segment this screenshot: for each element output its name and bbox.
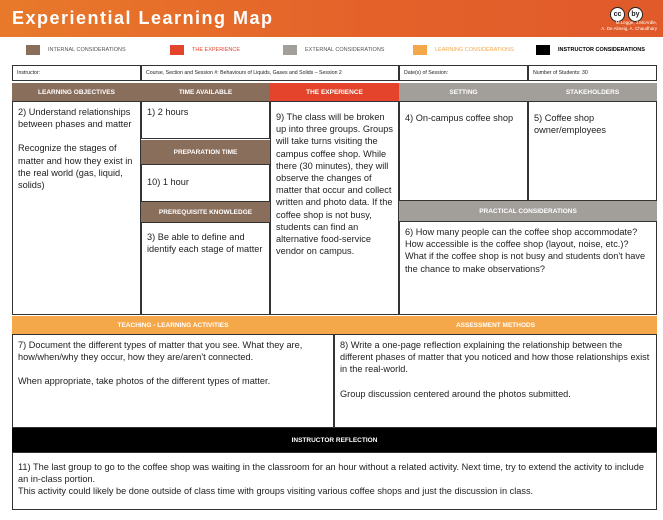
instructor-reflection-header: INSTRUCTOR REFLECTION (12, 428, 657, 452)
legend-external (283, 44, 384, 56)
stakeholders-cell (528, 101, 657, 201)
assessment-methods-text-1: 8) Write a one-page reflection explaining the relationship between the different phases of matter that you noticed and how those relationships exist in the real-world. (340, 340, 650, 375)
legend-label-instructor: INSTRUCTOR CONSIDERATIONS (558, 47, 645, 53)
students-field (528, 65, 657, 81)
license-badge (607, 3, 655, 17)
time-available-header: TIME AVAILABLE (141, 83, 270, 101)
setting-cell (399, 101, 528, 201)
instructor-reflection-cell (12, 452, 657, 510)
by-icon: by (628, 7, 643, 22)
legend-swatch-instructor (536, 45, 550, 55)
dates-label: Date(s) of Session: (404, 70, 449, 76)
practical-considerations-text-1: 6) How many people can the coffee shop accommodate? How accessible is the coffee shop (layout, noise, etc.)? (405, 227, 638, 250)
assessment-methods-header: ASSESSMENT METHODS (334, 316, 657, 334)
prerequisite-knowledge-header: PREREQUISITE KNOWLEDGE (141, 202, 270, 222)
practical-considerations-text-2: What if the coffee shop is not busy and students don't have the chance to make observations? (405, 251, 646, 274)
practical-considerations-cell (399, 221, 657, 315)
credit-line-1: M.Legge, J.McArdle, (615, 20, 657, 25)
preparation-time-header: PREPARATION TIME (141, 140, 270, 164)
legend-internal (26, 44, 126, 56)
legend-label-external: EXTERNAL CONSIDERATIONS (305, 47, 385, 53)
legend-label-internal: INTERNAL CONSIDERATIONS (48, 47, 126, 53)
instructor-reflection-text-1: 11) The last group to go to the coffee shop was waiting in the classroom for an hour without a related activity. Next time, try to extend the activity to include an in-class portion. (18, 462, 644, 485)
setting-text: 4) On-campus coffee shop (405, 113, 514, 123)
legend-experience (170, 44, 240, 56)
title-banner (0, 0, 663, 37)
credit-line-2: A. De Almeig, A. Chaudhary (601, 26, 657, 31)
course-field (141, 65, 399, 81)
practical-considerations-header: PRACTICAL CONSIDERATIONS (399, 201, 657, 221)
instructor-label: Instructor: (17, 70, 41, 76)
prerequisite-knowledge-text: 3) Be able to define and identify each stage of matter (147, 232, 263, 255)
legend-instructor (536, 44, 645, 56)
time-available-text: 1) 2 hours (147, 107, 189, 117)
learning-objectives-cell (12, 101, 141, 315)
legend-label-experience: THE EXPERIENCE (192, 47, 240, 53)
the-experience-text: 9) The class will be broken up into three groups. Groups will take turns visiting the campus coffee shop. While there (30 minutes), they will observe the changes of matter that occur and collect written and photo data. If the coffee shop is not busy, students can find an alternative food-service vendor on campus. (276, 112, 393, 257)
teaching-activities-text-2: When appropriate, take photos of the different types of matter. (18, 376, 271, 387)
teaching-activities-text-1: 7) Document the different types of matter that you see. What they are, how/when/why they occur, how they are/aren't connected. (18, 340, 303, 363)
preparation-time-text: 10) 1 hour (147, 177, 189, 187)
students-label: Number of Students: 30 (533, 70, 588, 76)
assessment-methods-text-2: Group discussion centered around the photos submitted. (340, 388, 571, 399)
stakeholders-text: 5) Coffee shop owner/employees (534, 113, 607, 136)
cc-icon: cc (610, 7, 625, 22)
the-experience-header: THE EXPERIENCE (270, 83, 399, 101)
the-experience-cell (270, 101, 399, 315)
instructor-reflection-text-2: This activity could likely be done outside of class time with groups visiting various coffee shops and just the discussion in class. (18, 486, 534, 497)
dates-field (399, 65, 528, 81)
legend-swatch-external (283, 45, 297, 55)
preparation-time-cell (141, 164, 270, 202)
course-label: Course, Section and Session #: Behaviours of Liquids, Gases and Solids – Session 2 (146, 70, 342, 76)
legend-swatch-internal (26, 45, 40, 55)
credit-text (601, 20, 657, 32)
teaching-activities-header: TEACHING - LEARNING ACTIVITIES (12, 316, 334, 334)
instructor-field (12, 65, 141, 81)
teaching-activities-cell (12, 334, 334, 428)
assessment-methods-cell (334, 334, 657, 428)
page-title: Experiential Learning Map (12, 8, 274, 28)
learning-objectives-text-2: Recognize the stages of matter and how they exist in the real world (gas, liquid, solids) (18, 143, 133, 191)
legend-label-learning: LEARNING CONSIDERATIONS (435, 47, 514, 53)
legend-swatch-learning (413, 45, 427, 55)
learning-objectives-header: LEARNING OBJECTIVES (12, 83, 141, 101)
legend-swatch-experience (170, 45, 184, 55)
time-available-cell (141, 101, 270, 139)
learning-objectives-text-1: 2) Understand relationships between phases and matter (18, 107, 132, 130)
prerequisite-knowledge-cell (141, 222, 270, 315)
stakeholders-header: STAKEHOLDERS (528, 83, 657, 101)
setting-header: SETTING (399, 83, 528, 101)
legend-learning (413, 44, 514, 56)
